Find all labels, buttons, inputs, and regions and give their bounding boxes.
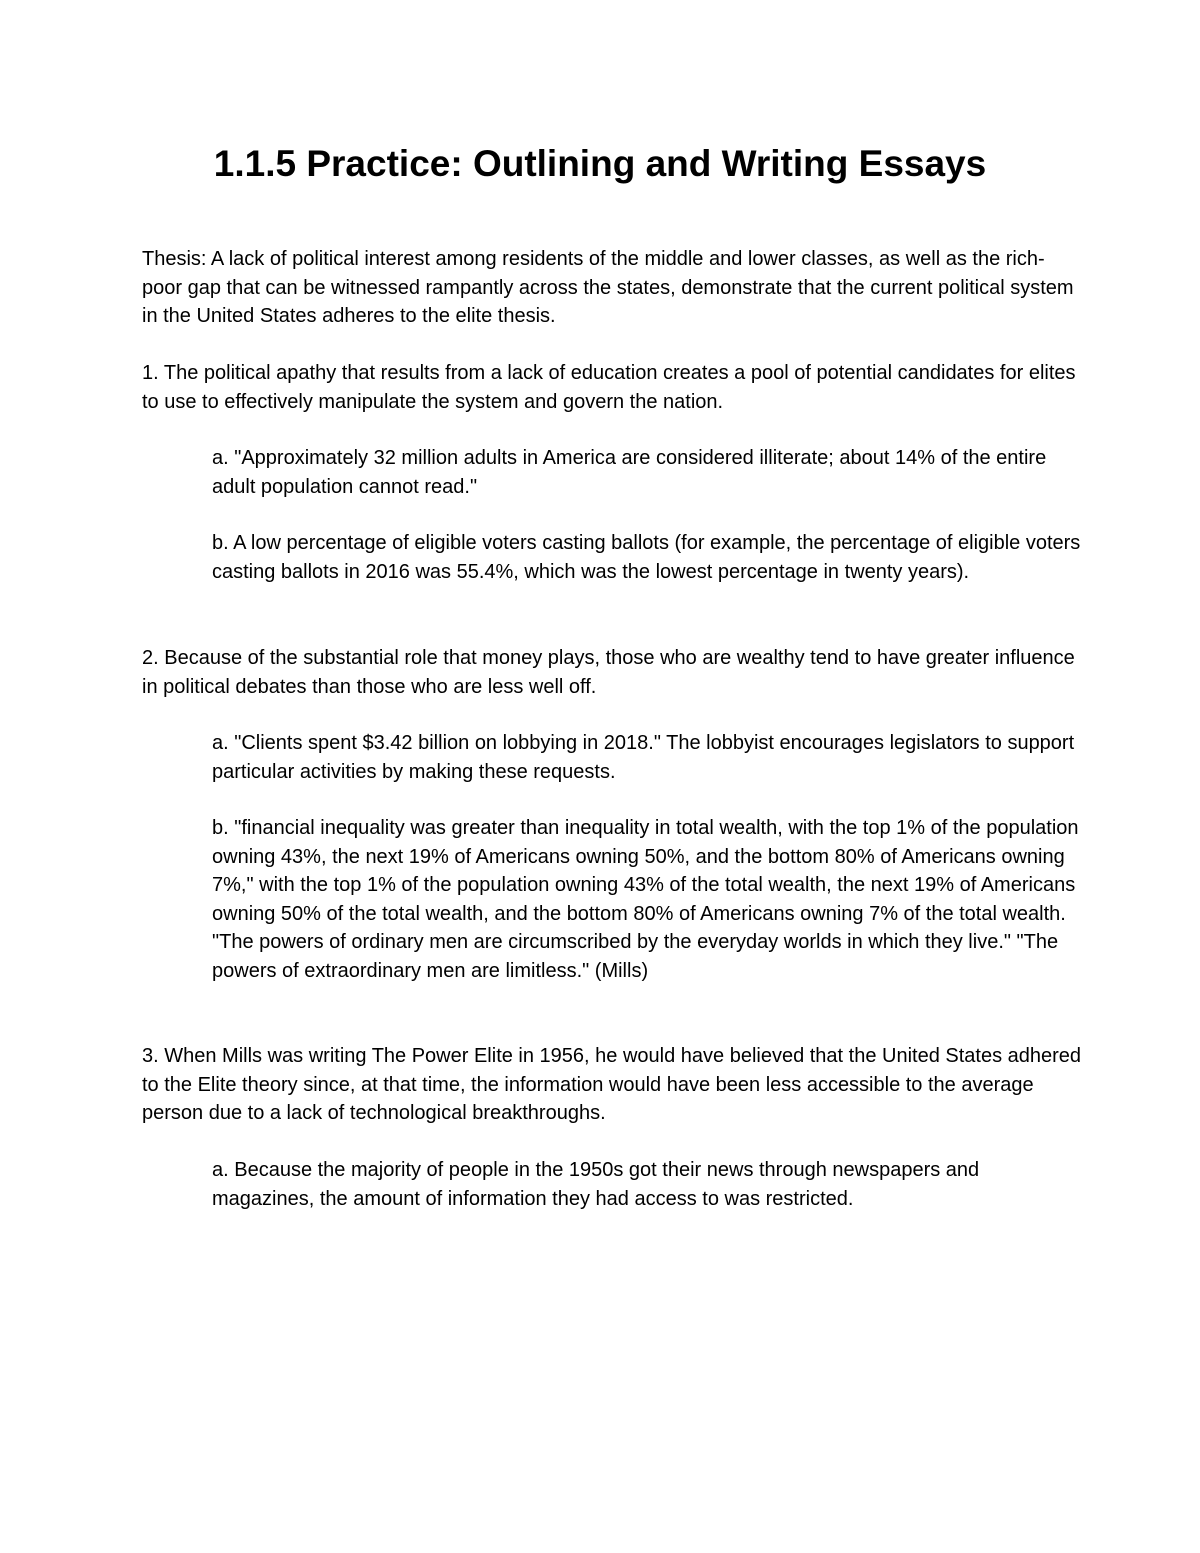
thesis-paragraph: Thesis: A lack of political interest among residents of the middle and lower classes, as well as the rich-poor gap that can be witnessed rampantly across the states, demonstrate that the current political system in the United States adheres to the elite thesis.: [142, 248, 1074, 327]
outline-point-1: 1. The political apathy that results from a lack of education creates a pool of potential candidates for elites to use to effectively manipulate the system and govern the nation.: [142, 362, 1076, 413]
outline-point-2b: b. "financial inequality was greater than inequality in total wealth, with the top 1% of the population owning 43%, the next 19% of Americans owning 50%, and the bottom 80% of Americans owning 7%," with the top 1% of the population owning 43% of the total wealth, the next 19% of Americans owning 50% of the total wealth, and the bottom 80% of Americans owning 7% of the total wealth. "The powers of ordinary men are circumscribed by the everyday worlds in which they live." "The powers of extraordinary men are limitless." (Mills): [212, 817, 1079, 982]
outline-point-2a: a. "Clients spent $3.42 billion on lobbying in 2018." The lobbyist encourages legislators to support particular activities by making these requests.: [212, 732, 1075, 783]
outline-point-1b: b. A low percentage of eligible voters casting ballots (for example, the percentage of eligible voters casting ballots in 2016 was 55.4%, which was the lowest percentage in twenty years).: [212, 532, 1081, 583]
outline-point-2: 2. Because of the substantial role that money plays, those who are wealthy tend to have greater influence in political debates than those who are less well off.: [142, 647, 1075, 698]
page-title: 1.1.5 Practice: Outlining and Writing Essays: [213, 143, 987, 184]
outline-point-3a: a. Because the majority of people in the 1950s got their news through newspapers and magazines, the amount of information they had access to was restricted.: [212, 1159, 980, 1210]
outline-point-1a: a. "Approximately 32 million adults in America are considered illiterate; about 14% of the entire adult population cannot read.": [212, 447, 1047, 498]
outline-point-3: 3. When Mills was writing The Power Elite in 1956, he would have believed that the United States adhered to the Elite theory since, at that time, the information would have been less accessible to the average person due to a lack of technological breakthroughs.: [142, 1045, 1082, 1124]
